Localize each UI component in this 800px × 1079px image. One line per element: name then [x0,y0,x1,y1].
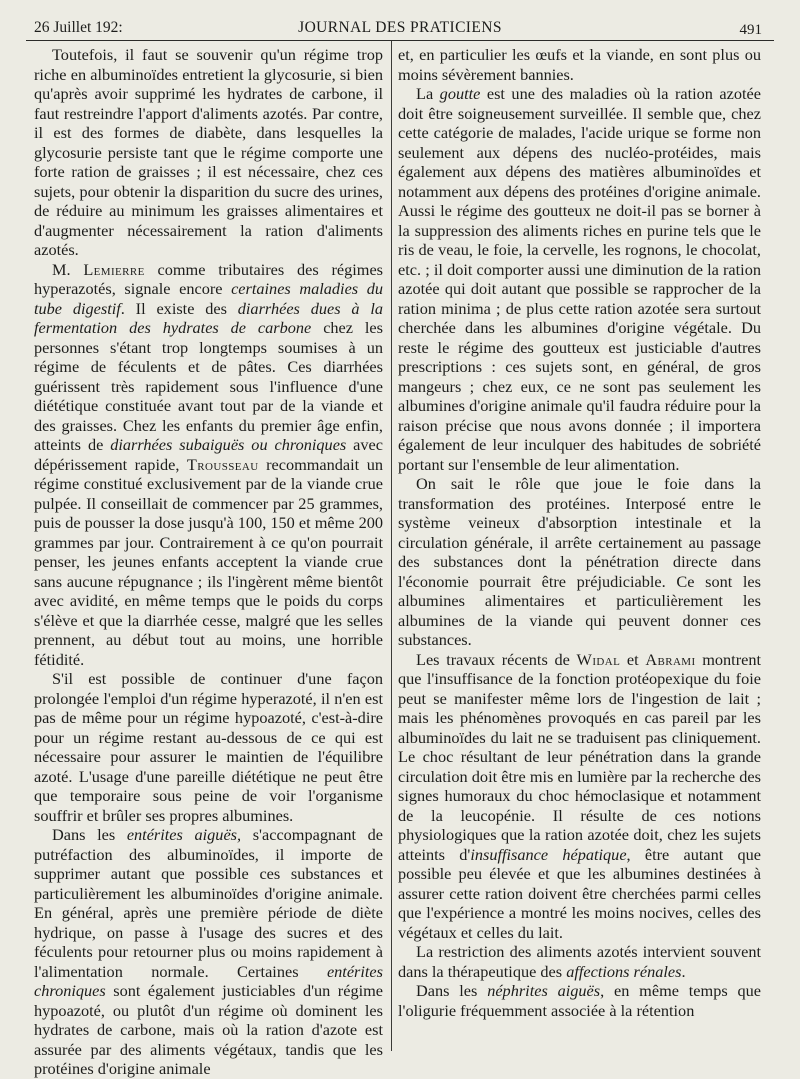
text-run: Dans les [52,825,127,844]
text-run: montrent que l'insuffisance de la fonction protéopexique du foie peut se manifester même lors de l'ingestion de lait ; mais les phénomènes provoqués en cas pareil par les albuminoïdes du lait ne se traduisent pas cliniquement. Le choc résultant de leur pénétration dans la grande circulation doit être mis en lumière par la recherche des signes humoraux du choc hémoclasique et notamment de la leucopénie. Il résulte de ces notions physiologiques que la ration azotée doit, chez les sujets atteints d' [398,649,762,864]
paragraph [398,942,761,981]
text-run: comme tributaires des régimes hyperazotés, signale encore [34,259,384,298]
text-run: Les travaux récents de [416,649,577,669]
text-run: , en même temps que l'oligurie fréquemment associée à la rétention [398,981,761,1020]
paragraph [34,825,383,1079]
journal-title: JOURNAL DES PRATICIENS [298,19,502,36]
paragraph [398,981,761,1020]
text-run: sont également justiciables d'un régime hypoazoté, ou plutôt d'un régime où dominent les hydrates de carbone, mais où la ration d'azote est assurée par des aliments végétaux, tandis que les protéines d'origine animale [34,981,383,1078]
text-run: On sait le rôle que joue le foie dans la transformation des protéines. Interposé entre le système veineux d'absorption intestinale et la circulation générale, il arrête certainement au passage des substances dont la pénétration directe dans l'économie pourrait être préjudiciable. Ce sont les albumines alimentaires et particulièrement les albumines de la viande qui peuvent donner ces substances. [398,474,761,649]
paragraph [398,474,761,650]
text-run: Dans les [416,981,488,1000]
text-run: , être autant que possible peu élevée et que les albumines destinées à assurer cette ration doivent être cherchées parmi celles que l'expérience a montré les moins nocives, celles des végétaux et celles du lait. [398,844,761,942]
text-run: s'accompagnant de putréfaction des albuminoïdes, il importe de supprimer autant que possible ces substances et particulièrement les albuminoïdes d'origine animale. En général, après une première période de diète hydrique, on passe à l'usage des sucres et des féculents pour retourner plus ou moins rapidement à l'alimentation normale. Certaines [34,825,384,981]
author-name: Trousseau [186,454,259,474]
text-run: . Il existe des [120,298,238,318]
text-run: Toutefois, il faut se souvenir qu'un régime trop riche en albuminoïdes entretient la glycosurie, si bien qu'après avoir supprimé les hydrates de carbone, il faut restreindre l'apport d'aliments azotés. Par contre, il est des formes de diabète, dans lesquelles la glycosurie persiste tant que le régime comporte une forte ration de graisses ; il est nécessaire, chez ces sujets, pour obtenir la disparition du sucre des urines, de réduire au minimum les graisses alimentaires et d'augmenter nécessairement la ration d'aliments azotés. [34,45,383,259]
text-run: chez les personnes s'étant trop longtemps soumises à un régime de féculents et de pâtes. Ces diarrhées guérissent très rapidement sous l'influence d'une diététique constituée avant tout par de la viande et des graisses. Chez les enfants du premier âge enfin, atteints de [34,318,383,454]
paragraph [34,260,383,670]
italic-text: certaines maladies du tube digestif [34,279,383,318]
italic-text: affections rénales [566,961,682,981]
left-column [34,45,384,1078]
author-name: Lemierre [83,259,145,279]
text-run: . [681,961,686,981]
paragraph [34,669,383,825]
running-head [26,18,774,40]
text-run: et [620,649,646,669]
text-run: recommandait un régime constitué exclusivement par de la viande crue pulpée. Il conseillait de commencer par 25 grammes, puis de pousser la dose jusqu'à 100, 150 et même 200 grammes par jour. Contrairement à ce qu'on pourrait penser, les jeunes enfants acceptent la viande crue sans aucune répugnance ; ils l'ingèrent même bientôt avec avidité, en même temps que le poids du corps s'élève et que la diarrhée cesse, malgré que les selles prennent, au début tout au moins, une horrible fétidité. [34,454,383,669]
header-rule [26,40,774,41]
italic-text: insuffisance hépatique [470,844,627,864]
paragraph [34,45,383,260]
italic-text: néphrites aiguës [487,981,601,1000]
text-run: M. [52,259,84,279]
author-name: Widal [576,649,621,669]
column-divider [391,41,392,1051]
right-column [398,45,761,1055]
paragraph [398,650,761,943]
paragraph-continued [398,45,761,84]
text-run: La restriction des aliments azotés intervient souvent dans la thérapeutique des [398,942,761,981]
italic-text: goutte [439,84,481,103]
text-run: et, en particulier les œufs et la viande, en sont plus ou moins sévèrement bannies. [398,45,761,84]
italic-text: entérites aiguës, [126,825,242,844]
paragraph [398,84,761,474]
italic-text: entérites chroniques [34,961,383,1000]
text-run: La [416,84,440,103]
text-run: S'il est possible de continuer d'une façon prolongée l'emploi d'un régime hyperazoté, il n'en est pas de même pour un régime hypoazoté, c'est-à-dire pour un régime restant au-dessous de ce qui est nécessaire pour assurer le maintien de l'équilibre azoté. L'usage d'une pareille diététique ne peut être que temporaire sous peine de voir l'organisme souffrir et brûler ses propres albumines. [34,669,383,825]
issue-date: 26 Juillet 192: [34,19,123,36]
text-run: avec dépérissement rapide, [34,435,384,474]
page-number: 491 [739,22,762,38]
italic-text: diarrhées subaiguës ou chroniques [110,435,347,454]
author-name: Abrami [645,649,696,669]
text-run: est une des maladies où la ration azotée doit être soigneusement surveillée. Il semble que, chez cette catégorie de malades, l'acide urique se forme non seulement aux dépens des nucléo-protéides, mais également aux dépens des matières albuminoïdes et notamment aux dépens des protéines d'origine animale. Aussi le régime des goutteux ne doit-il pas se borner à la suppression des aliments riches en purine tels que le ris de veau, le foie, la cervelle, les rognons, le chocolat, etc. ; il doit comporter aussi une diminution de la ration azotée qui doit autant que possible se rapprocher de la ration minima ; de plus cette ration azotée sera surtout cherchée dans les albumines d'origine végétale. Du reste le régime des goutteux est justiciable d'autres prescriptions : ces sujets sont, en général, de gros mangeurs ; chez eux, ce ne sont pas seulement les albumines d'origine animale qu'il faudra réduire pour la raison précise que nous avons donnée ; il importera également de leur inculquer des habitudes de sobriété portant sur l'ensemble de leur alimentation. [398,84,761,474]
italic-text: diarrhées dues à la fermentation des hydrates de carbone [34,298,383,337]
